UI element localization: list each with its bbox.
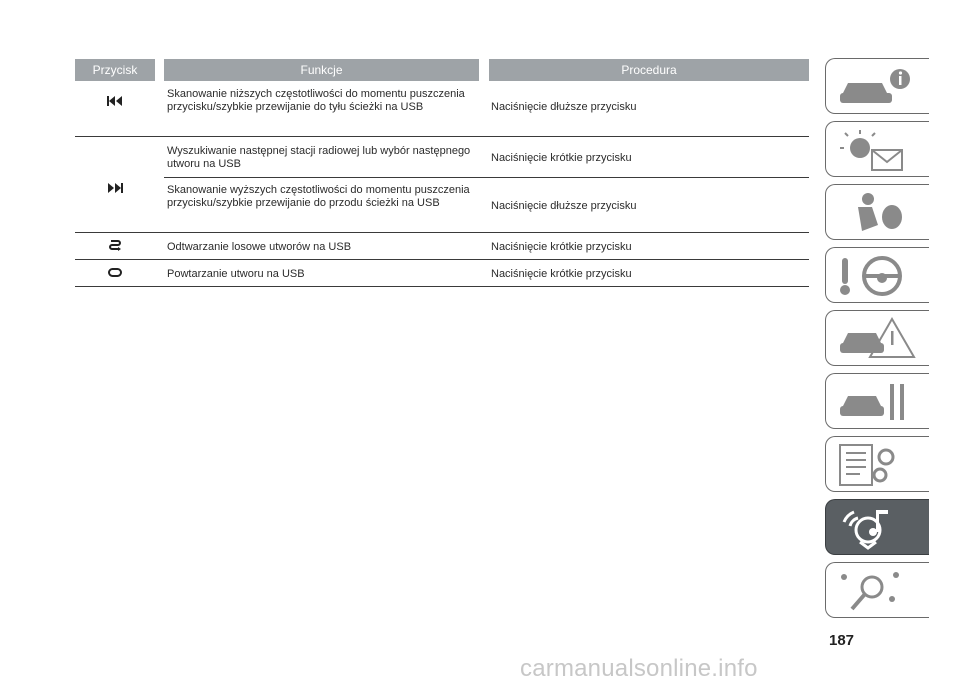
- shuffle-icon: [75, 240, 155, 251]
- row-1-procedure: Naciśnięcie dłuższe przycisku: [491, 101, 637, 113]
- row-divider: [75, 136, 809, 137]
- repeat-icon: [75, 268, 155, 277]
- multimedia-icon: [838, 506, 918, 550]
- row-3-procedure: Naciśnięcie dłuższe przycisku: [491, 200, 637, 212]
- row-3-function: Skanowanie wyższych częstotliwości do momentu puszczenia przycisku/szybkie przewijanie do przodu ścieżki na USB: [167, 184, 470, 209]
- row-4-function: Odtwarzanie losowe utworów na USB: [167, 241, 352, 253]
- tab-breakdown[interactable]: [825, 310, 929, 366]
- index-search-icon: [838, 569, 918, 613]
- header-procedure-label: Procedura: [621, 63, 677, 77]
- tab-maintenance[interactable]: [825, 373, 929, 429]
- header-procedure: [489, 59, 809, 81]
- header-button-label: Przycisk: [92, 63, 138, 77]
- tab-technical-data[interactable]: [825, 436, 929, 492]
- previous-track-icon: [75, 96, 155, 106]
- row-divider: [164, 177, 809, 178]
- row-1-function: Skanowanie niższych częstotliwości do momentu puszczenia przycisku/szybkie przewijanie do tyłu ścieżki na USB: [167, 88, 465, 113]
- row-5-function: Powtarzanie utworu na USB: [167, 268, 305, 280]
- watermark: carmanualsonline.info: [520, 655, 758, 682]
- tab-key-steering[interactable]: [825, 247, 929, 303]
- header-function-label: Funkcje: [300, 63, 343, 77]
- page-number: 187: [829, 632, 855, 649]
- next-track-icon: [75, 183, 155, 193]
- header-function: [164, 59, 479, 81]
- row-2-function: Wyszukiwanie następnej stacji radiowej lub wybór następnego utworu na USB: [167, 145, 471, 170]
- warning-lights-message-icon: [838, 128, 918, 172]
- controls-table: [75, 59, 809, 280]
- row-divider: [75, 232, 809, 233]
- technical-data-icon: [838, 443, 918, 487]
- row-divider: [75, 259, 809, 260]
- row-2-procedure: Naciśnięcie krótkie przycisku: [491, 152, 632, 164]
- car-breakdown-icon: [838, 317, 918, 361]
- row-5-procedure: Naciśnięcie krótkie przycisku: [491, 268, 632, 280]
- tab-car-info[interactable]: [825, 58, 929, 114]
- tab-multimedia[interactable]: [825, 499, 929, 555]
- key-steering-wheel-icon: [838, 254, 918, 298]
- tab-warning-lights[interactable]: [825, 121, 929, 177]
- table-header: [75, 59, 809, 81]
- seat-airbag-icon: [838, 191, 918, 235]
- car-maintenance-icon: [838, 380, 918, 424]
- car-info-icon: [838, 65, 918, 109]
- header-button: [75, 59, 155, 81]
- row-4-procedure: Naciśnięcie krótkie przycisku: [491, 241, 632, 253]
- tab-seat-airbag[interactable]: [825, 184, 929, 240]
- row-divider: [75, 286, 809, 287]
- tab-index[interactable]: [825, 562, 929, 618]
